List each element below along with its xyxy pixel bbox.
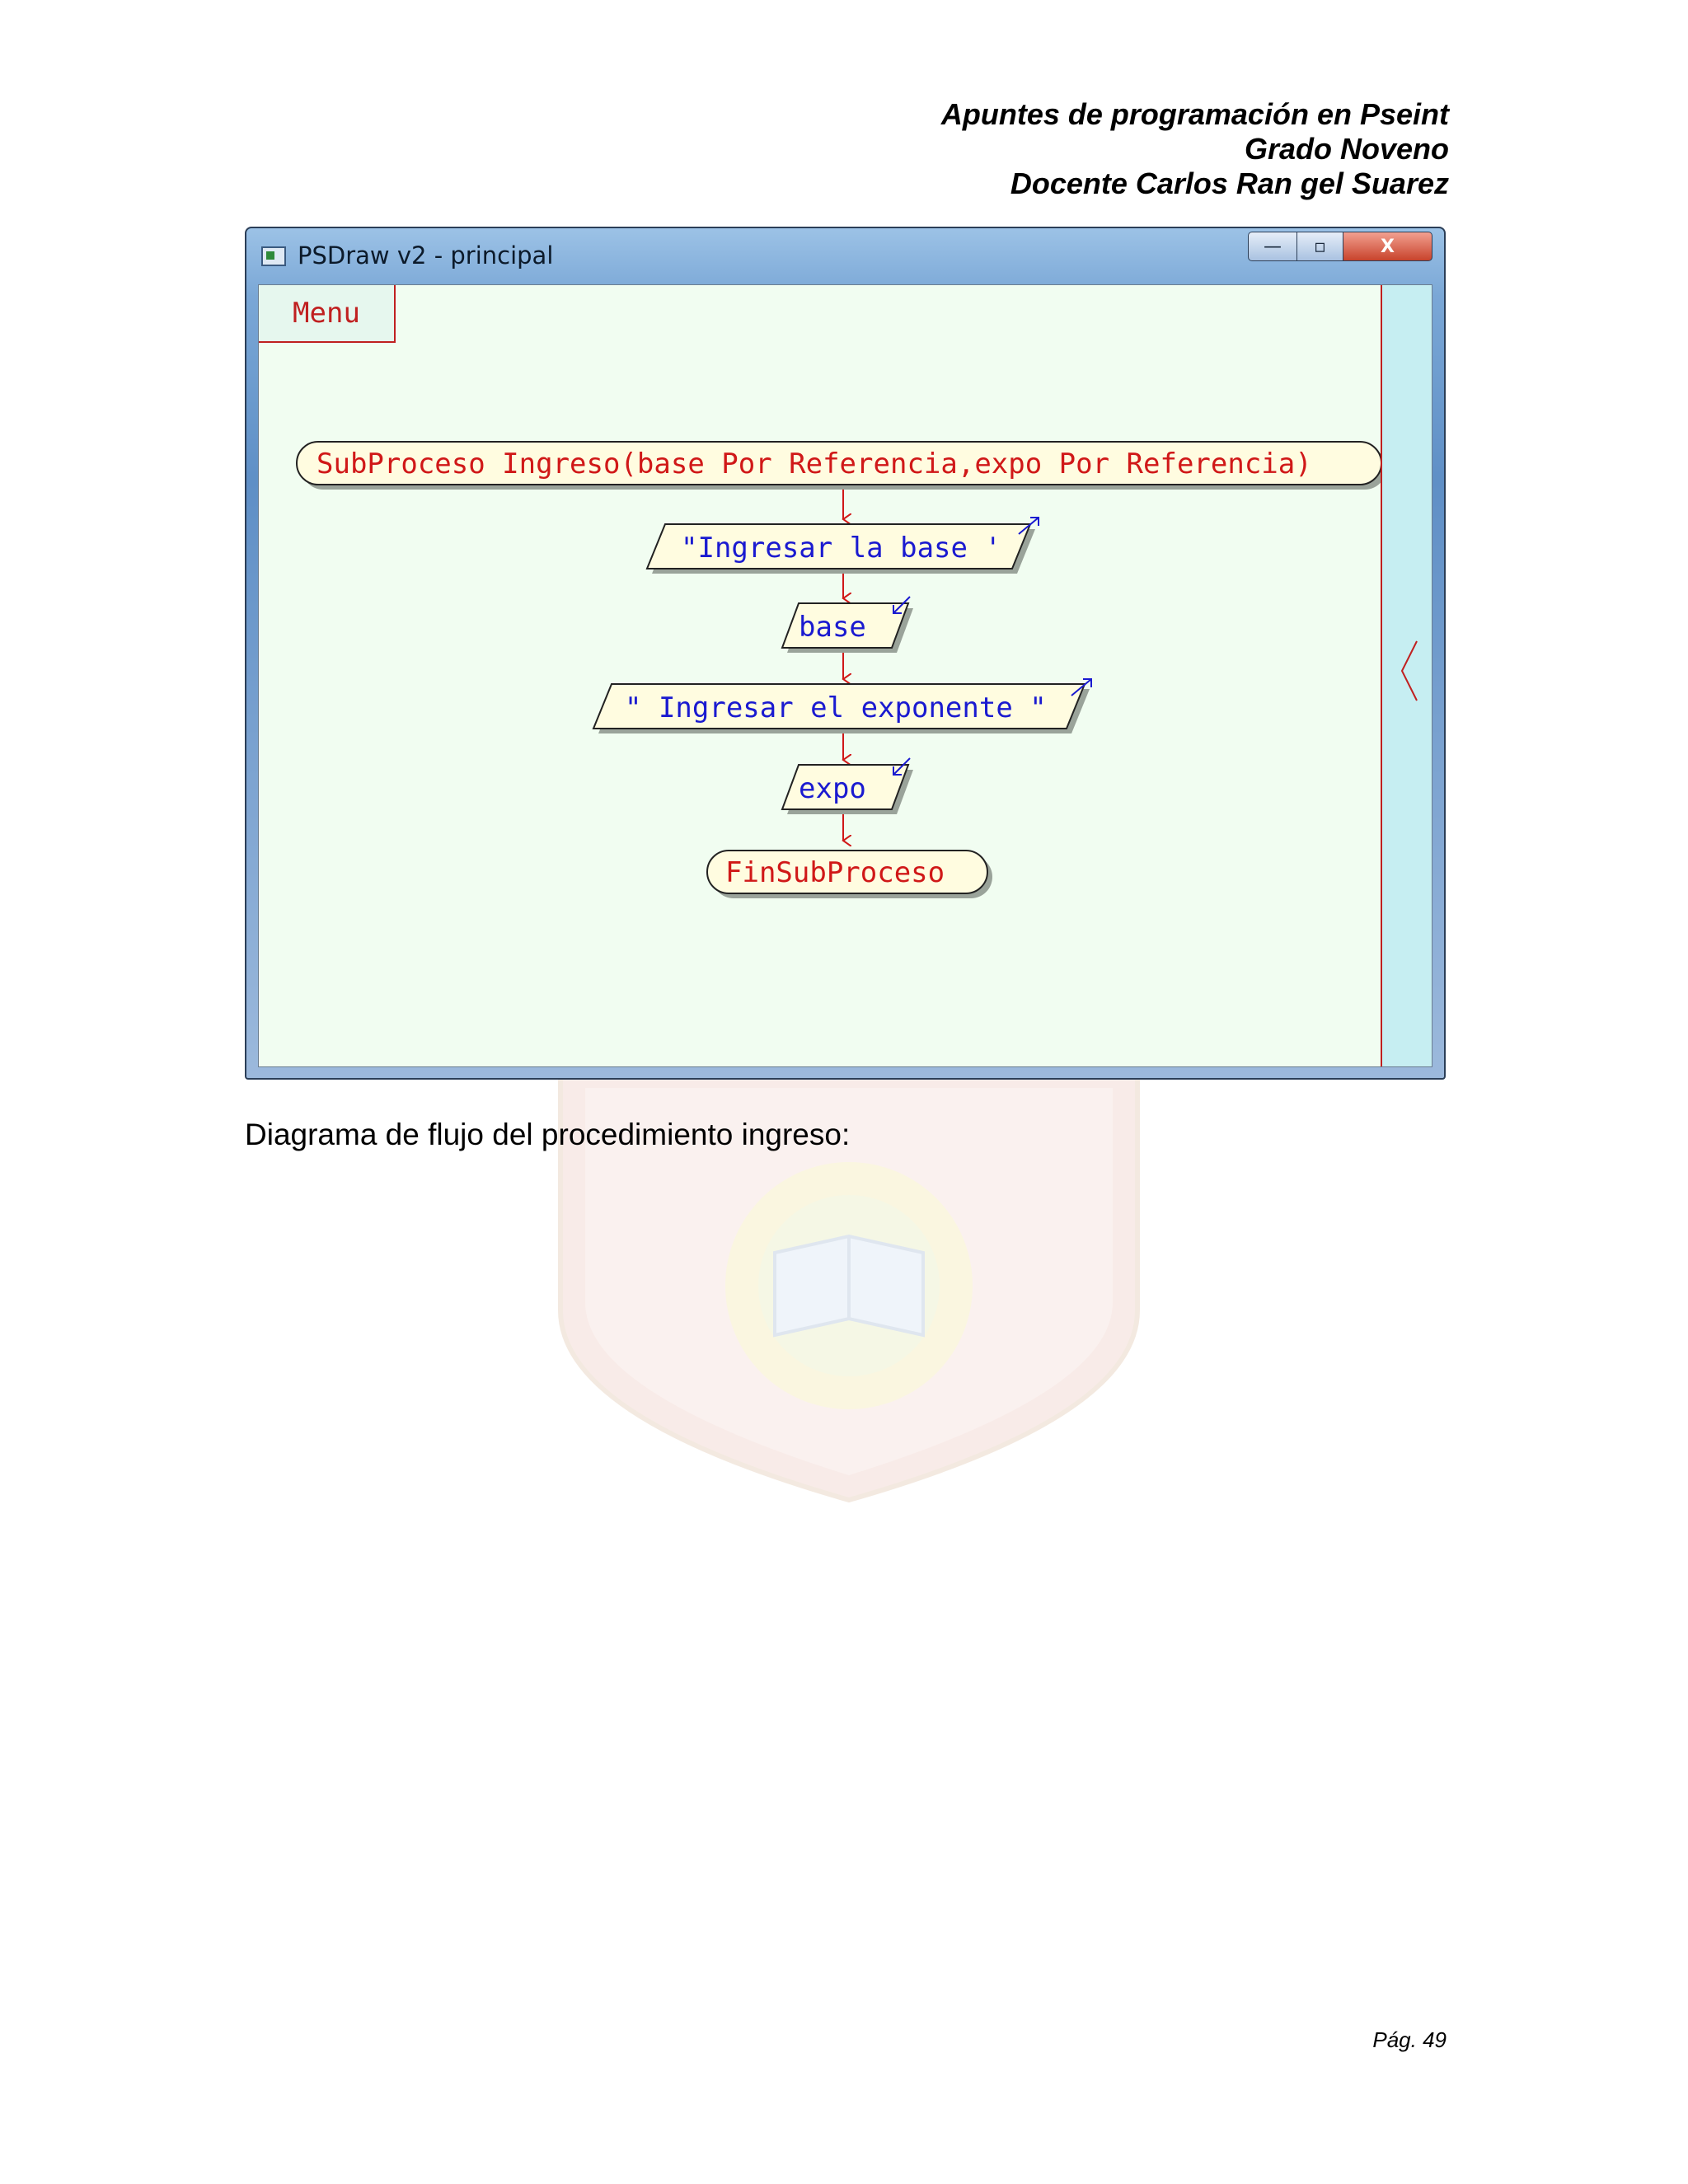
flowchart-diagram [259,285,1382,1066]
flowchart-canvas[interactable] [258,284,1432,1067]
output-label-2: " Ingresar el exponente " [625,691,1047,724]
collapse-chevron-icon[interactable] [1382,285,1433,1066]
maximize-button[interactable]: ▫ [1297,232,1343,261]
input-label-2: expo [799,772,866,805]
header-grade: Grado Noveno [1244,132,1449,166]
header-title: Apuntes de programación en Pseint [940,97,1449,131]
side-panel[interactable] [1381,285,1432,1066]
output-label-1: "Ingresar la base ' [681,532,1001,565]
window-title: PSDraw v2 - principal [298,241,554,269]
close-button[interactable]: X [1343,232,1432,261]
output-ingresar-base[interactable] [647,518,1039,574]
end-terminal[interactable] [707,851,992,898]
psdraw-window [245,227,1446,1080]
input-base[interactable] [782,597,913,653]
input-expo[interactable] [782,758,913,814]
start-label: SubProceso Ingreso(base Por Referencia,expo Por Referencia) [316,448,1312,480]
document-header [941,97,1449,201]
minimize-button[interactable]: — [1248,232,1297,261]
start-terminal[interactable] [297,442,1382,490]
input-label-1: base [799,611,866,644]
end-label: FinSubProceso [725,856,945,889]
window-controls [1248,232,1432,261]
page-number: Pág. 49 [1372,2027,1447,2052]
app-icon [261,246,286,266]
output-ingresar-exponente[interactable] [593,679,1091,733]
figure-caption: Diagrama de flujo del procedimiento ingreso: [245,1118,851,1151]
header-teacher: Docente Carlos Ran gel Suarez [1010,166,1449,200]
menu-button[interactable]: Menu [259,285,396,343]
window-titlebar[interactable] [246,228,1444,284]
